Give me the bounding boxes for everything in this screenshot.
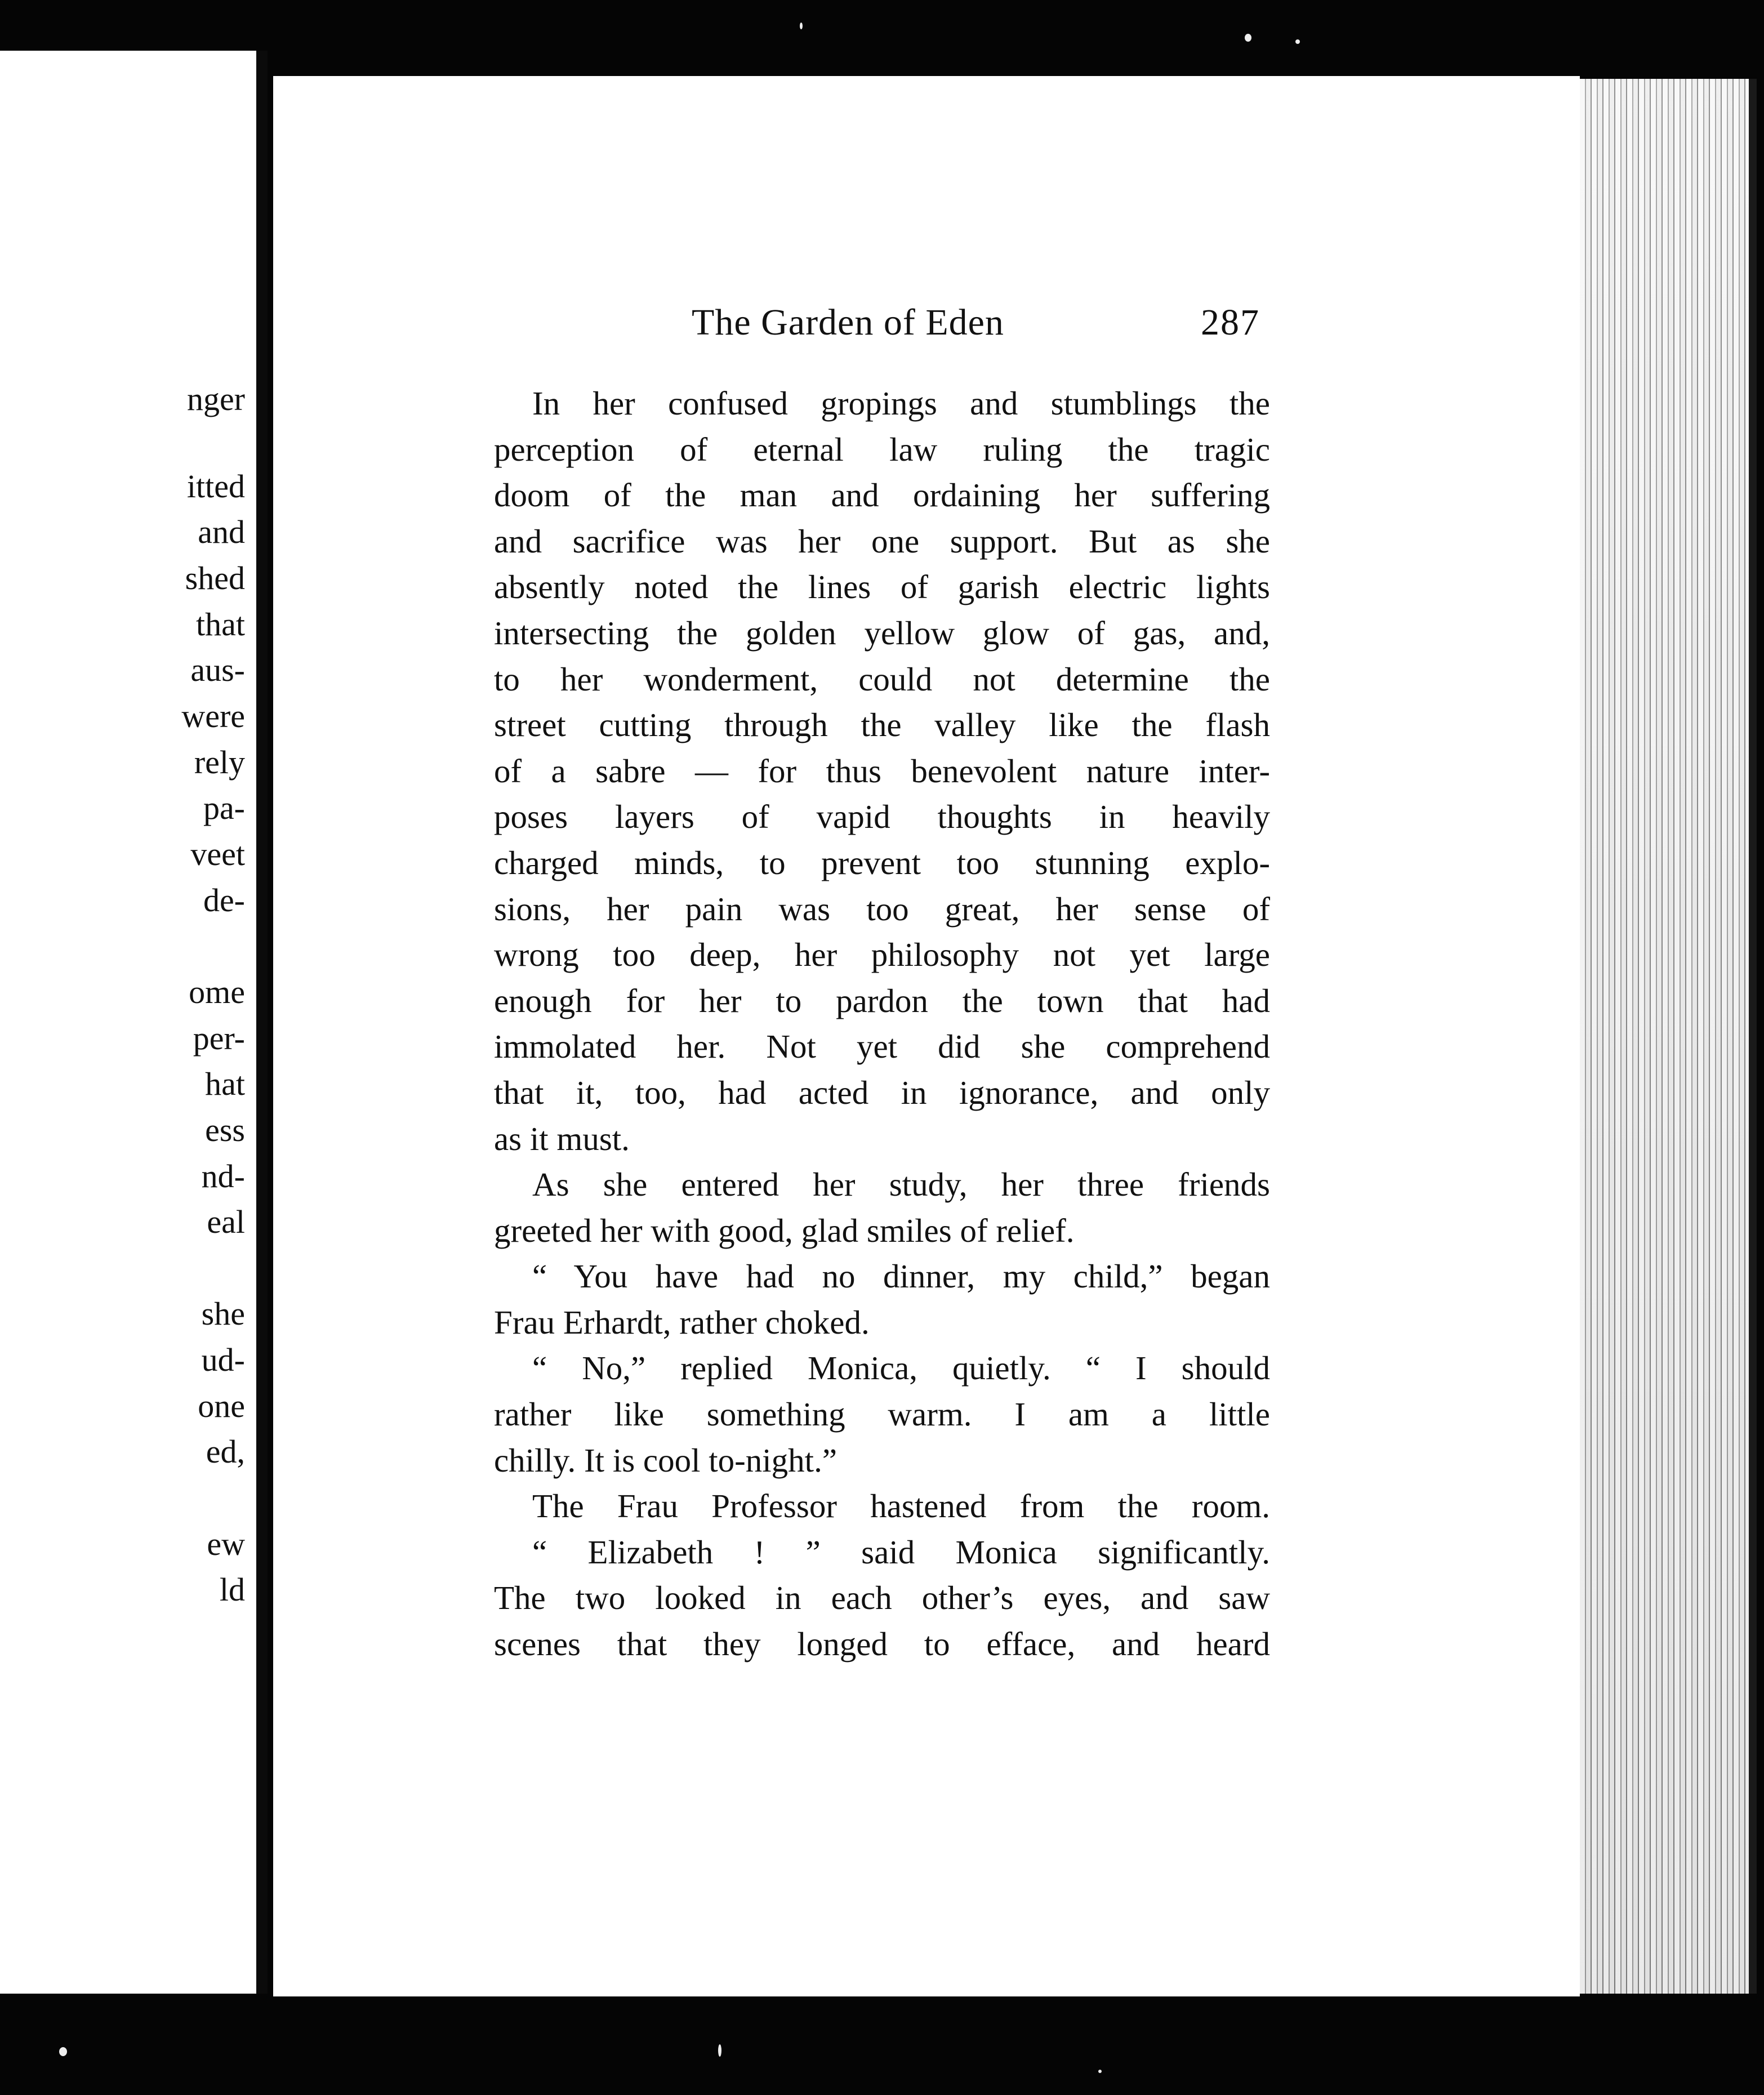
text-line: As she entered her study, her three friends (532, 1166, 1270, 1203)
running-head-title: The Garden of Eden (692, 302, 1004, 343)
body-text (494, 381, 1270, 1668)
previous-page-text-fragments (0, 51, 256, 1994)
line-fragment: nger (186, 381, 245, 417)
scan-speck (718, 2044, 721, 2057)
scan-speck (800, 23, 803, 29)
scan-speck (1245, 34, 1251, 42)
text-line: as it must. (494, 1120, 630, 1157)
page-number: 287 (1201, 302, 1260, 343)
line-fragment: ew (207, 1526, 245, 1562)
text-line: In her confused gropings and stumblings the (532, 385, 1270, 422)
line-fragment: shed (185, 560, 245, 596)
line-fragment: that (196, 606, 245, 643)
line-fragment: ud- (201, 1341, 245, 1378)
line-fragment: veet (190, 836, 245, 872)
line-fragment: and (198, 514, 245, 550)
line-fragment: eal (207, 1203, 245, 1240)
text-line: doom of the man and ordaining her suffering (494, 476, 1270, 514)
text-line: of a sabre — for thus benevolent nature inter- (494, 752, 1270, 790)
text-line: “ You have had no dinner, my child,” began (532, 1258, 1270, 1295)
line-fragment: she (201, 1295, 245, 1332)
line-fragment: ld (219, 1571, 245, 1608)
text-line: “ Elizabeth ! ” said Monica significantly. (532, 1533, 1270, 1571)
text-line: enough for her to pardon the town that had (494, 982, 1270, 1019)
text-line: scenes that they longed to efface, and heard (494, 1625, 1270, 1663)
text-line: intersecting the golden yellow glow of gas, and, (494, 614, 1270, 652)
text-line: poses layers of vapid thoughts in heavily (494, 798, 1270, 836)
text-line: The Frau Professor hastened from the room. (532, 1487, 1270, 1525)
scan-speck (59, 2047, 67, 2056)
line-fragment: ed, (206, 1433, 245, 1470)
text-line: street cutting through the valley like the flash (494, 706, 1270, 744)
text-line: that it, too, had acted in ignorance, and only (494, 1073, 1270, 1111)
text-line: chilly. It is cool to-night.” (494, 1441, 838, 1479)
previous-page (0, 51, 268, 1994)
text-line: perception of eternal law ruling the tragic (494, 430, 1270, 468)
text-line: rather like something warm. I am a little (494, 1396, 1270, 1433)
scan-speck (1295, 39, 1300, 44)
text-line: wrong too deep, her philosophy not yet large (494, 936, 1270, 974)
line-fragment: were (181, 698, 245, 734)
text-line: “ No,” replied Monica, quietly. “ I should (532, 1349, 1270, 1387)
line-fragment: rely (194, 744, 245, 781)
text-line: greeted her with good, glad smiles of relief. (494, 1211, 1075, 1249)
text-line: sions, her pain was too great, her sense of (494, 890, 1270, 928)
line-fragment: hat (205, 1066, 245, 1102)
line-fragment: itted (186, 468, 245, 505)
page-edges (1580, 79, 1757, 1994)
text-line: charged minds, to prevent too stunning explo- (494, 844, 1270, 881)
text-line: immolated her. Not yet did she comprehend (494, 1028, 1270, 1066)
line-fragment: aus- (190, 652, 245, 688)
text-line: to her wonderment, could not determine the (494, 660, 1270, 698)
line-fragment: per- (193, 1020, 245, 1057)
line-fragment: pa- (203, 790, 245, 826)
line-fragment: ess (205, 1112, 245, 1148)
text-line: The two looked in each other’s eyes, and saw (494, 1579, 1270, 1617)
text-line: Frau Erhardt, rather choked. (494, 1303, 870, 1341)
text-line: absently noted the lines of garish electric lights (494, 568, 1270, 606)
text-line: and sacrifice was her one support. But as she (494, 522, 1270, 560)
line-fragment: de- (203, 882, 245, 919)
line-fragment: one (198, 1388, 245, 1424)
line-fragment: nd- (201, 1158, 245, 1194)
line-fragment: ome (189, 974, 245, 1010)
scan-speck (1098, 2070, 1102, 2073)
